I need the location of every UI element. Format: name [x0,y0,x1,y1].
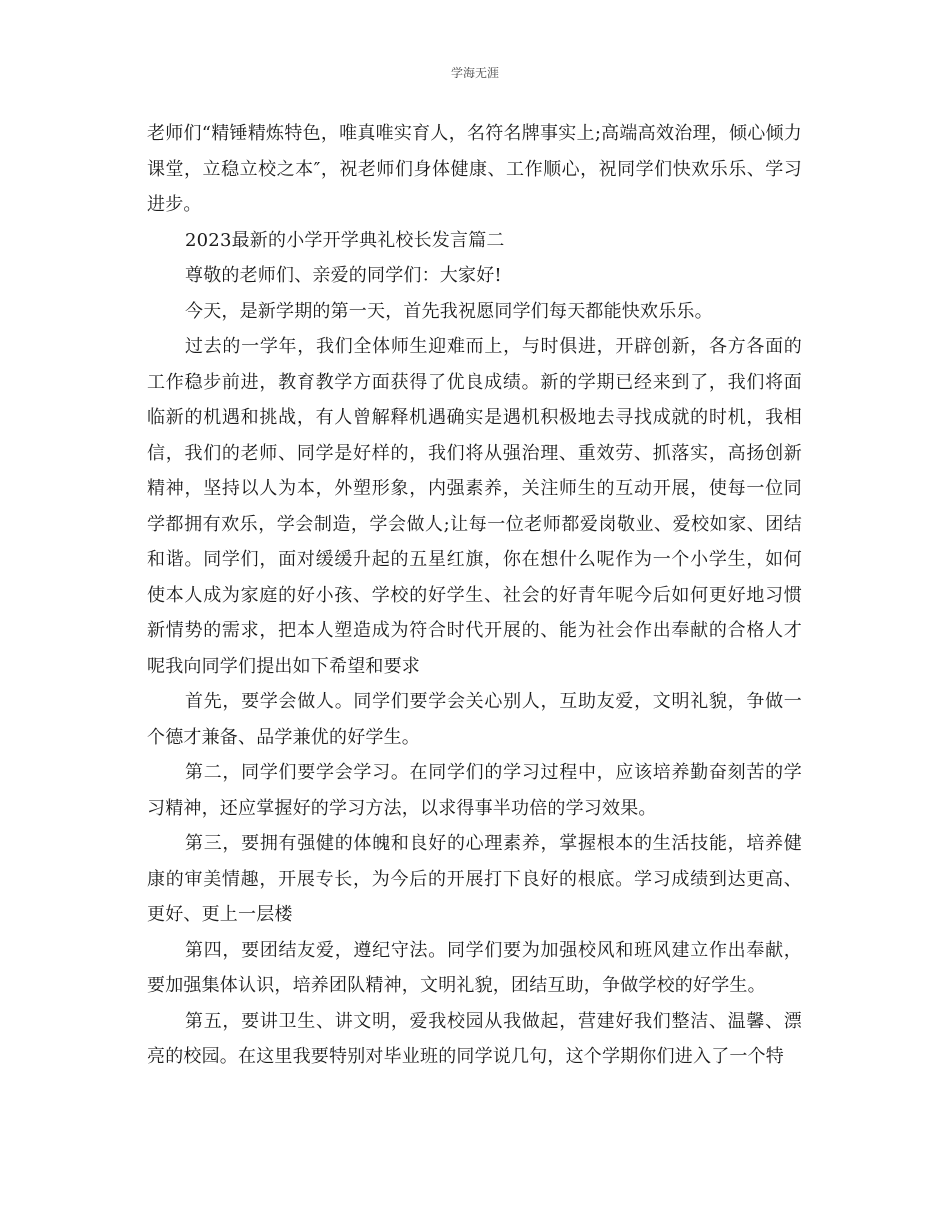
paragraph: 第四，要团结友爱，遵纪守法。同学们要为加强校风和班风建立作出奉献，要加强集体认识，培养团队精神，文明礼貌，团结互助，争做学校的好学生。 [147,939,802,996]
page-header: 学海无涯 [450,66,499,80]
paragraph: 老师们“精锤精炼特色，唯真唯实育人，名符名牌事实上;高端高效治理，倾心倾力课堂，立稳立校之本″，祝老师们身体健康、工作顺心，祝同学们快欢乐乐、学习进步。 [147,123,802,215]
document-body [147,116,802,1075]
paragraph: 过去的一学年，我们全体师生迎难而上，与时俱进，开辟创新，各方各面的工作稳步前进，教育教学方面获得了优良成绩。新的学期已经来到了，我们将面临新的机遇和挑战，有人曾解释机遇确实是遇机积极地去寻找成就的时机，我相信，我们的老师、同学是好样的，我们将从强治理、重效劳、抓落实，高扬创新精神，坚持以人为本，外塑形象，内强素养，关注师生的互动开展，使每一位同学都拥有欢乐，学会制造，学会做人;让每一位老师都爱岗敬业、爱校如家、团结和谐。同学们，面对缓缓升起的五星红旗，你在想什么呢作为一个小学生，如何使本人成为家庭的好小孩、学校的好学生、社会的好青年呢今后如何更好地习惯新情势的需求，把本人塑造成为符合时代开展的、能为社会作出奉献的合格人才呢我向同学们提出如下希望和要求 [147,336,802,677]
paragraph: 第三，要拥有强健的体魄和良好的心理素养，掌握根本的生活技能，培养健康的审美情趣，开展专长，为今后的开展打下良好的根底。学习成绩到达更高、更好、更上一层楼 [147,833,802,925]
paragraph: 第五，要讲卫生、讲文明，爱我校园从我做起，营建好我们整洁、温馨、漂亮的校园。在这里我要特别对毕业班的同学说几句，这个学期你们进入了一个特 [147,1010,802,1067]
salutation: 尊敬的老师们、亲爱的同学们：大家好! [185,265,502,286]
paragraph: 第二，同学们要学会学习。在同学们的学习过程中，应该培养勤奋刻苦的学习精神，还应掌握好的学习方法，以求得事半功倍的学习效果。 [147,762,802,819]
paragraph: 今天，是新学期的第一天，首先我祝愿同学们每天都能快欢乐乐。 [185,300,713,322]
paragraph: 首先，要学会做人。同学们要学会关心别人，互助友爱，文明礼貌，争做一个德才兼备、品学兼优的好学生。 [147,691,802,748]
section-title: 2023最新的小学开学典礼校长发言篇二 [185,229,505,251]
